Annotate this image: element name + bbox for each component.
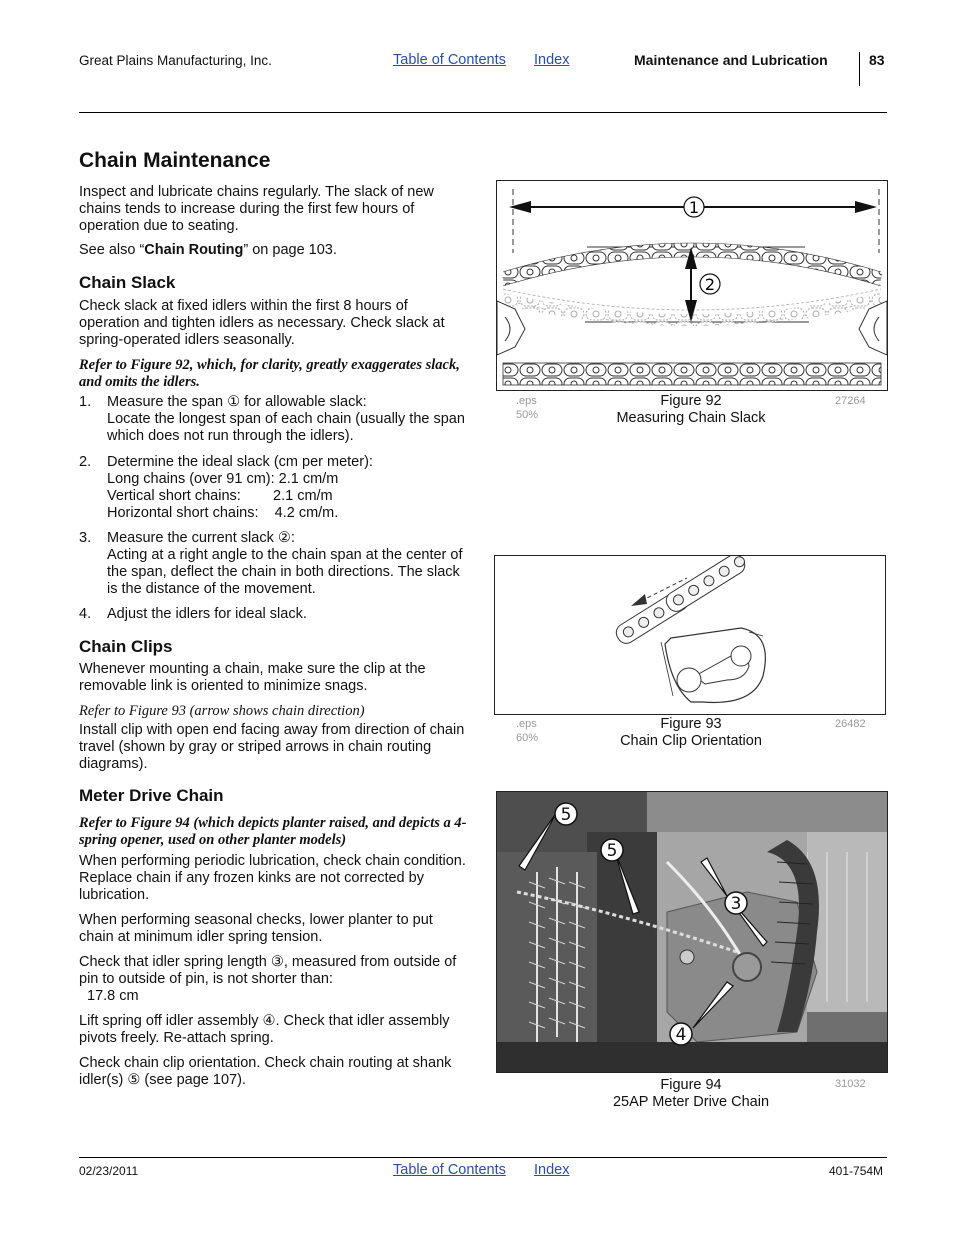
svg-text:1: 1 — [688, 198, 700, 217]
footer-toc-link[interactable]: Table of Contents — [393, 1162, 506, 1178]
chain-slack-diagram — [497, 181, 887, 390]
figure-93-meta-left: .eps 60% — [516, 718, 539, 744]
page-number: 83 — [869, 52, 885, 68]
figure-93-caption: Figure 93 Chain Clip Orientation — [620, 716, 762, 749]
step-4: 4. Adjust the idlers for ideal slack. — [79, 606, 307, 622]
figure-92-image — [496, 180, 888, 391]
chain-slack-paragraph: Check slack at fixed idlers within the first 8 hours of operation and tighten idlers as necessary. Check slack at spring-operated idlers seasonally. — [79, 298, 445, 348]
step-2: 2. Determine the ideal slack (cm per meter): Long chains (over 91 cm): 2.1 cm/m Vertical short chains: 2.1 cm/m Horizontal short chains: 4.2 cm/m. — [79, 454, 373, 521]
meter-drive-paragraph-4: Lift spring off idler assembly ④. Check that idler assembly pivots freely. Re-attach spring. — [79, 1013, 450, 1046]
chain-clips-paragraph-2: Install clip with open end facing away from direction of chain travel (shown by gray or striped arrows in chain routing diagrams). — [79, 722, 465, 772]
meter-drive-reference: Refer to Figure 94 (which depicts planter raised, and depicts a 4-spring opener, used on other planter models) — [79, 815, 467, 848]
header-company: Great Plains Manufacturing, Inc. — [79, 53, 272, 68]
figure-93-image — [494, 555, 886, 715]
svg-text:4: 4 — [675, 1025, 687, 1045]
footer-doc-number: 401-754M — [829, 1164, 884, 1178]
svg-text:2: 2 — [704, 275, 716, 294]
meter-drive-paragraph-2: When performing seasonal checks, lower planter to put chain at minimum idler spring tension. — [79, 912, 433, 945]
svg-text:5: 5 — [560, 805, 572, 825]
heading-chain-slack: Chain Slack — [79, 273, 176, 292]
chain-clips-reference: Refer to Figure 93 (arrow shows chain direction) — [79, 703, 365, 719]
figure-94-image — [496, 791, 888, 1073]
figure-92-meta-right: 27264 — [835, 395, 866, 407]
footer-index-link[interactable]: Index — [534, 1162, 570, 1178]
intro-paragraph: Inspect and lubricate chains regularly. The slack of new chains tends to increase during the first few hours of operation due to seating. — [79, 184, 434, 234]
header-section: Maintenance and Lubrication — [634, 52, 828, 68]
svg-text:3: 3 — [730, 894, 742, 914]
svg-text:5: 5 — [606, 841, 618, 861]
meter-drive-photo — [497, 792, 887, 1072]
see-also-link-text: Chain Routing — [144, 242, 244, 258]
figure-92-meta-left: .eps 50% — [516, 395, 539, 421]
heading-meter-drive-chain: Meter Drive Chain — [79, 786, 224, 805]
figure-94-meta-right: 31032 — [835, 1078, 866, 1090]
meter-drive-paragraph-5: Check chain clip orientation. Check chain routing at shank idler(s) ⑤ (see page 107). — [79, 1055, 452, 1088]
footer-date: 02/23/2011 — [79, 1164, 139, 1178]
step-3: 3. Measure the current slack ②: Acting at a right angle to the chain span at the center of the span, deflect the chain in both directions. The slack is the distance of the movement. — [79, 530, 463, 597]
header-toc-link[interactable]: Table of Contents — [393, 52, 506, 68]
chain-clips-paragraph: Whenever mounting a chain, make sure the clip at the removable link is oriented to minimize snags. — [79, 661, 426, 694]
footer-rule — [79, 1157, 887, 1158]
figure-93-meta-right: 26482 — [835, 718, 866, 730]
header-divider — [859, 52, 860, 86]
meter-drive-paragraph-1: When performing periodic lubrication, check chain condition. Replace chain if any frozen kinks are not corrected by lubrication. — [79, 853, 466, 903]
header-rule — [79, 112, 887, 113]
header-index-link[interactable]: Index — [534, 52, 570, 68]
chain-slack-reference: Refer to Figure 92, which, for clarity, greatly exaggerates slack, and omits the idlers. — [79, 357, 460, 390]
step-1: 1. Measure the span ① for allowable slack: Locate the longest span of each chain (usually the span which does not run through the idlers). — [79, 394, 465, 444]
figure-94-caption: Figure 94 25AP Meter Drive Chain — [612, 1077, 770, 1110]
spring-length-value: 17.8 cm — [87, 988, 139, 1004]
see-also: See also “Chain Routing” on page 103. — [79, 242, 337, 258]
heading-chain-clips: Chain Clips — [79, 637, 173, 656]
figure-92-caption: Figure 92 Measuring Chain Slack — [616, 393, 766, 426]
page-title: Chain Maintenance — [79, 149, 271, 172]
chain-clip-diagram — [495, 556, 885, 714]
meter-drive-paragraph-3: Check that idler spring length ③, measured from outside of pin to outside of pin, is not shorter than: — [79, 954, 457, 987]
